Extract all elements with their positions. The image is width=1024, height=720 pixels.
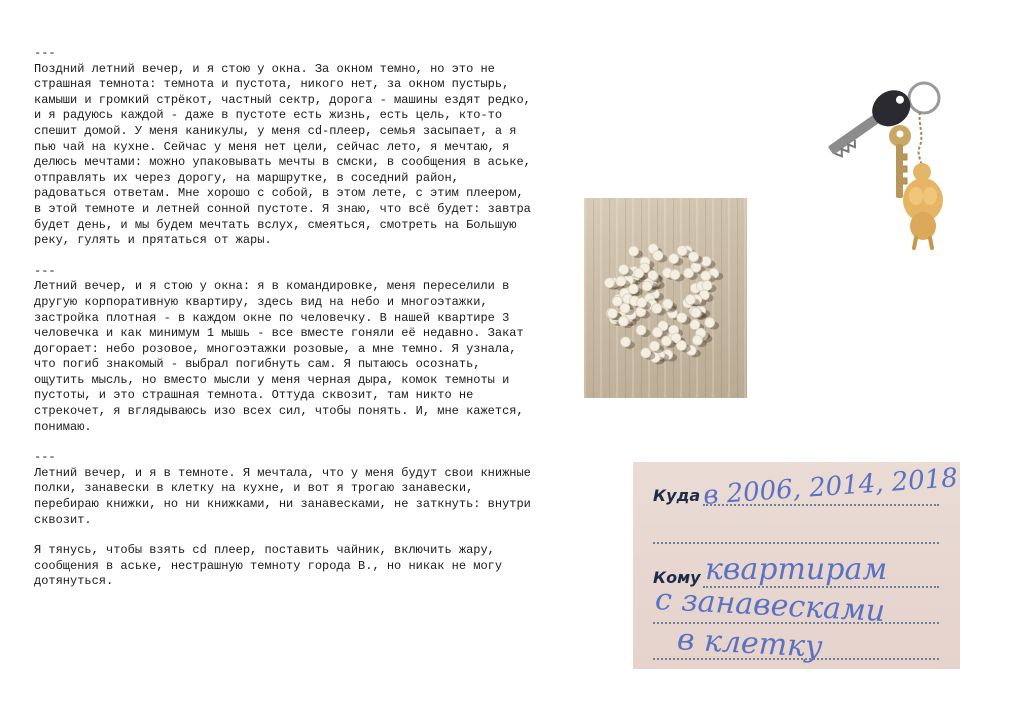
to-whom-handwriting-2: с занавесками bbox=[654, 581, 887, 630]
bead bbox=[652, 327, 662, 337]
bead bbox=[636, 325, 646, 335]
bead bbox=[652, 303, 662, 313]
bead bbox=[637, 298, 647, 308]
bead bbox=[676, 340, 686, 350]
bead bbox=[702, 280, 712, 290]
bead bbox=[661, 336, 671, 346]
bead bbox=[649, 341, 659, 351]
bead bbox=[701, 271, 711, 281]
section-separator: --- bbox=[34, 263, 56, 278]
bead bbox=[604, 278, 614, 288]
bead bbox=[677, 246, 687, 256]
story-text bbox=[34, 46, 534, 590]
key-ring bbox=[909, 83, 939, 113]
bead bbox=[683, 268, 693, 278]
beads-photo bbox=[584, 198, 747, 398]
bead bbox=[607, 308, 617, 318]
to-whom-handwriting-3: в клетку bbox=[676, 622, 824, 665]
bead bbox=[634, 268, 644, 278]
to-whom-label: Кому bbox=[653, 568, 701, 587]
story-section-3 bbox=[34, 450, 534, 590]
bead bbox=[685, 295, 695, 305]
bead bbox=[670, 270, 680, 280]
story-paragraph: Я тянусь, чтобы взять cd плеер, поставить чайник, включить жару, сообщения в аське, нестрашную темноту города В., но никак не могу дотянуться. bbox=[34, 543, 503, 589]
envelope-address-card bbox=[633, 462, 960, 669]
bead bbox=[620, 337, 630, 347]
bead bbox=[641, 348, 651, 358]
story-section-1 bbox=[34, 46, 534, 249]
bead bbox=[653, 251, 663, 261]
bead bbox=[663, 299, 673, 309]
story-paragraph: Летний вечер, и я в темноте. Я мечтала, что у меня будут свои книжные полки, занавески в клетку на кухне, и вот я трогаю занавески, перебираю книжки, но ни книжками, ни занавесками, не заткнуть: внутри сквозит. bbox=[34, 465, 531, 527]
beads-pattern bbox=[584, 198, 747, 398]
bead bbox=[691, 307, 701, 317]
bead bbox=[677, 313, 687, 323]
story-section-2 bbox=[34, 264, 534, 436]
figurine-keychain bbox=[903, 163, 943, 248]
address-line bbox=[653, 542, 939, 544]
section-separator: --- bbox=[34, 450, 56, 465]
bead bbox=[689, 252, 699, 262]
keychain-chain bbox=[919, 112, 922, 168]
to-where-handwriting: в 2006, 2014, 2018 bbox=[702, 463, 959, 511]
bead bbox=[705, 318, 715, 328]
bead bbox=[692, 335, 702, 345]
keys-photo bbox=[812, 76, 962, 256]
bead bbox=[669, 254, 679, 264]
to-where-label: Куда bbox=[653, 486, 701, 505]
bead bbox=[642, 281, 652, 291]
story-paragraph: Поздний летний вечер, и я стою у окна. За окном темно, но это не страшная темнота: темнота и пустота, никого нет, за окном пустырь, камыши и громкий стрёкот, частный сектр, дорога - машины ездят редко, и я радуюсь каждой - даже в пустоте есть жизнь, есть цель, кто-то спешит домой. У меня каникулы, у меня cd-плеер, семья засыпает, а я пью чай на кухне. Сейчас у меня нет цели, сейчас лето, я мечтаю, я делюсь мечтами: можно упаковывать мечты в смски, в сообщения в аське, отправлять их через дорогу, на маршрутке, в соседний район, радоваться ответам. Мне хорошо с собой, в этом лете, с этим плеером, в этой темноте и летней сонной пустоте. Я знаю, что всё будет: завтра будет день, и мы будем мечтать вслух, смеяться, смотреть на Большую реку, гулять и прятаться от жары. bbox=[34, 61, 531, 248]
bead bbox=[612, 296, 622, 306]
bead bbox=[619, 265, 629, 275]
bead bbox=[701, 256, 711, 266]
story-paragraph: Летний вечер, и я стою у окна: я в командировке, меня переселили в другую корпоративную квартиру, здесь вид на небо и многоэтажки, застройка плотная - в каждом окне по человечку. В нашей квартире 3 человечка и как минимум 1 мышь - все вместе гоняли её недавно. Закат догорает: небо розовое, многоэтажки розовые, а мне темно. Я узнала, что погиб знакомый - выбрал погибнуть сам. Я пытаюсь осознать, ощутить мысль, но вместо мысли у меня черная дыра, комок темноты и пустоты, и это страшная темнота. Оттуда сквозит, там никто не стрекочет, я вглядываюсь изо всех сил, чтобы понять. И, мне кажется, понимаю. bbox=[34, 279, 524, 434]
section-separator: --- bbox=[34, 46, 56, 60]
bead bbox=[618, 316, 628, 326]
bead bbox=[616, 276, 626, 286]
to-whom-handwriting-1: квартирам bbox=[705, 552, 888, 587]
bead bbox=[690, 320, 700, 330]
bead bbox=[628, 246, 638, 256]
bead bbox=[620, 303, 630, 313]
